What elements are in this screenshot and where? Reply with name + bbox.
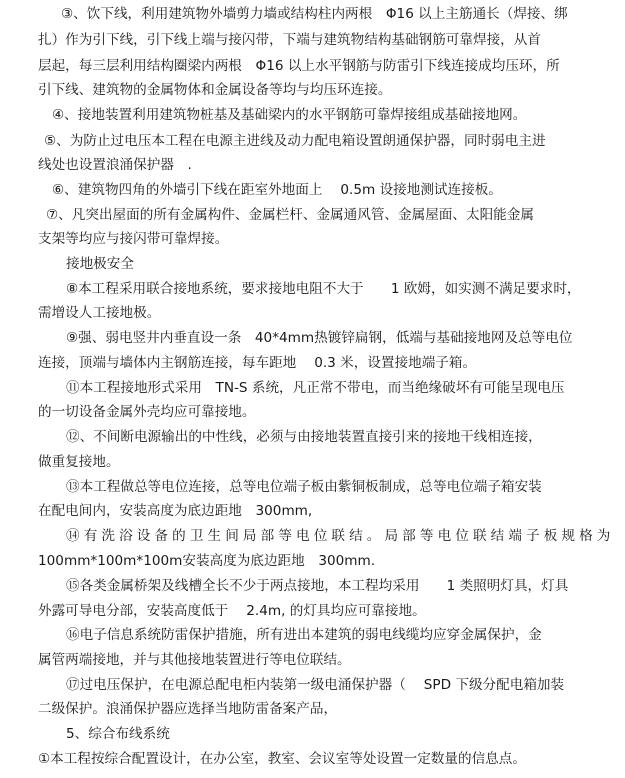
text-line: ①本工程按综合配置设计，在办公室，教室、会议室等处设置一定数量的信息点。: [38, 751, 526, 767]
text-line: 线处也设置浪涌保护器 .: [38, 157, 192, 173]
text-line: 外露可导电分部，安装高度低于 2.4m, 的灯具均应可靠接地。: [38, 603, 426, 619]
text-line: 层起，每三层利用结构圈梁内两根 Φ16 以上水平钢筋与防雷引下线连接成均压环，所: [38, 58, 560, 74]
text-line: ⑥、建筑物四角的外墙引下线在距室外地面上 0.5m 设接地测试连接板。: [52, 182, 502, 198]
text-line: 连接，顶端与墙体内主钢筋连接，每车距地 0.3 米，设置接地端子箱。: [38, 355, 477, 371]
text-line: ⑤、为防止过电压本工程在电源主进线及动力配电箱设置朗通保护器，同时弱电主进: [44, 133, 546, 149]
text-line: ⑫、不间断电源输出的中性线，必须与由接地装置直接引来的接地干线相连接，: [66, 429, 542, 445]
section-heading: 接地极安全: [66, 256, 134, 272]
text-line: 100mm*100m*100m安装高度为底边距地 300mm.: [38, 553, 376, 569]
text-line: 引下线、建筑物的金属物体和金属设备等均与均压环连接。: [38, 82, 392, 98]
text-line: ⑯电子信息系统防雷保护措施，所有进出本建筑的弱电线缆均应穿金属保护，金: [66, 627, 542, 643]
text-line: ④、接地装置利用建筑物桩基及基础梁内的水平钢筋可靠焊接组成基础接地网。: [52, 107, 527, 123]
text-line: 在配电间内，安装高度为底边距地 300mm,: [38, 503, 313, 519]
text-line: ⑬本工程做总等电位连接，总等电位端子板由紫铜板制成，总等电位端子箱安装: [66, 479, 542, 495]
text-line: 做重复接地。: [38, 454, 120, 470]
text-line: ⑰过电压保护，在电源总配电柜内装第一级电涌保护器（ SPD 下级分配电箱加装: [66, 677, 565, 693]
text-line: ⑨强、弱电竖井内垂直设一条 40*4mm热镀锌扁钢，低端与基础接地网及总等电位: [66, 330, 573, 346]
text-line: 需增设人工接地极。: [38, 305, 161, 321]
text-line: ③、饮下线，利用建筑物外墙剪力墙或结构柱内两根 Φ16 以上主筋通长（焊接、绑: [61, 6, 568, 22]
text-line: ⑧本工程采用联合接地系统，要求接地电阻不大于 1 欧姆，如实测不满足要求时，: [66, 281, 581, 297]
text-line: 二级保护。浪涌保护器应选择当地防雷备案产品，: [38, 701, 338, 717]
text-line: ⑦、凡突出屋面的所有金属构件、金属栏杆、金属通风管、金属屋面、太阳能金属: [46, 207, 534, 223]
text-line: 的一切设备金属外壳均应可靠接地。: [38, 404, 256, 420]
text-line: 支架等均应与接闪带可靠焊接。: [38, 231, 229, 247]
text-line: ⑭有洗浴设备的卫生间局部等电位联结。局部等电位联结端子板规格为: [66, 528, 615, 544]
section-heading: 5、综合布线系统: [66, 726, 170, 742]
text-line: 属管两端接地，并与其他接地装置进行等电位联结。: [38, 652, 351, 668]
text-line: ⑪本工程接地形式采用 TN-S 系统，凡正常不带电，而当绝缘破坏有可能呈现电压: [66, 380, 565, 396]
text-line: ⑮各类金属桥架及线槽全长不少于两点接地，本工程均采用 1 类照明灯具，灯具: [66, 578, 569, 594]
text-line: 扎）作为引下线，引下线上端与接闪带，下端与建筑物结构基础钢筋可靠焊接，从首: [38, 32, 541, 48]
